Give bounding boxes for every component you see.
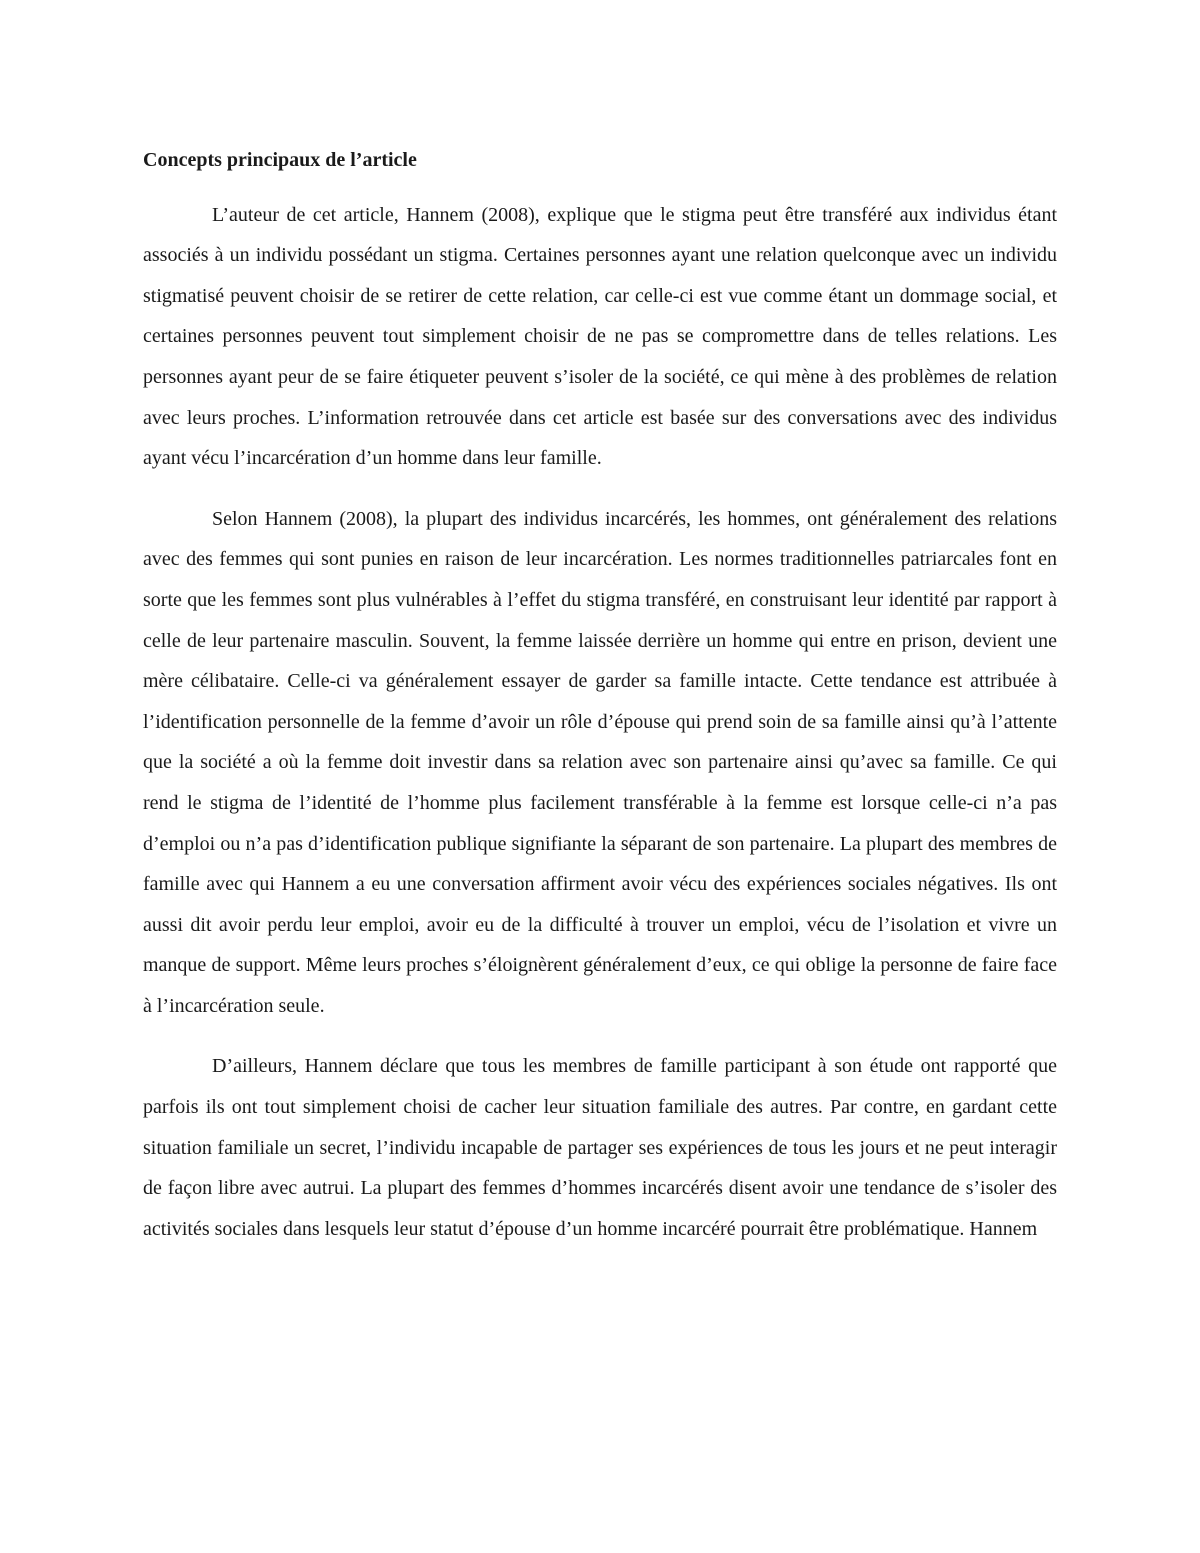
document-body: [143, 140, 1057, 1269]
paragraph-3: D’ailleurs, Hannem déclare que tous les membres de famille participant à son étude ont rapporté que parfois ils ont tout simplement choisi de cacher leur situation familiale des autres. Par contre, en gardant cette situation familiale un secret, l’individu incapable de partager ses expériences de tous les jours et ne peut interagir de façon libre avec autrui. La plupart des femmes d’hommes incarcérés disent avoir une tendance de s’isoler des activités sociales dans lesquels leur statut d’épouse d’un homme incarcéré pourrait être problématique. Hannem: [143, 1055, 1057, 1240]
section-heading: Concepts principaux de l’article: [143, 149, 417, 171]
paragraph-1: L’auteur de cet article, Hannem (2008), explique que le stigma peut être transféré aux individus étant associés à un individu possédant un stigma. Certaines personnes ayant une relation quelconque avec un individu stigmatisé peuvent choisir de se retirer de cette relation, car celle-ci est vue comme étant un dommage social, et certaines personnes peuvent tout simplement choisir de ne pas se compromettre dans de telles relations. Les personnes ayant peur de se faire étiqueter peuvent s’isoler de la société, ce qui mène à des problèmes de relation avec leurs proches. L’information retrouvée dans cet article est basée sur des conversations avec des individus ayant vécu l’incarcération d’un homme dans leur famille.: [143, 203, 1057, 470]
paragraph-2: Selon Hannem (2008), la plupart des individus incarcérés, les hommes, ont généralement des relations avec des femmes qui sont punies en raison de leur incarcération. Les normes traditionnelles patriarcales font en sorte que les femmes sont plus vulnérables à l’effet du stigma transféré, en construisant leur identité par rapport à celle de leur partenaire masculin. Souvent, la femme laissée derrière un homme qui entre en prison, devient une mère célibataire. Celle-ci va généralement essayer de garder sa famille intacte. Cette tendance est attribuée à l’identification personnelle de la femme d’avoir un rôle d’épouse qui prend soin de sa famille ainsi qu’à l’attente que la société a où la femme doit investir dans sa relation avec son partenaire ainsi qu’avec sa famille. Ce qui rend le stigma de l’identité de l’homme plus facilement transférable à la femme est lorsque celle-ci n’a pas d’emploi ou n’a pas d’identification publique signifiante la séparant de son partenaire. La plupart des membres de famille avec qui Hannem a eu une conversation affirment avoir vécu des expériences sociales négatives. Ils ont aussi dit avoir perdu leur emploi, avoir eu de la difficulté à trouver un emploi, vécu de l’isolation et vivre un manque de support. Même leurs proches s’éloignèrent généralement d’eux, ce qui oblige la personne de faire face à l’incarcération seule.: [143, 507, 1057, 1017]
